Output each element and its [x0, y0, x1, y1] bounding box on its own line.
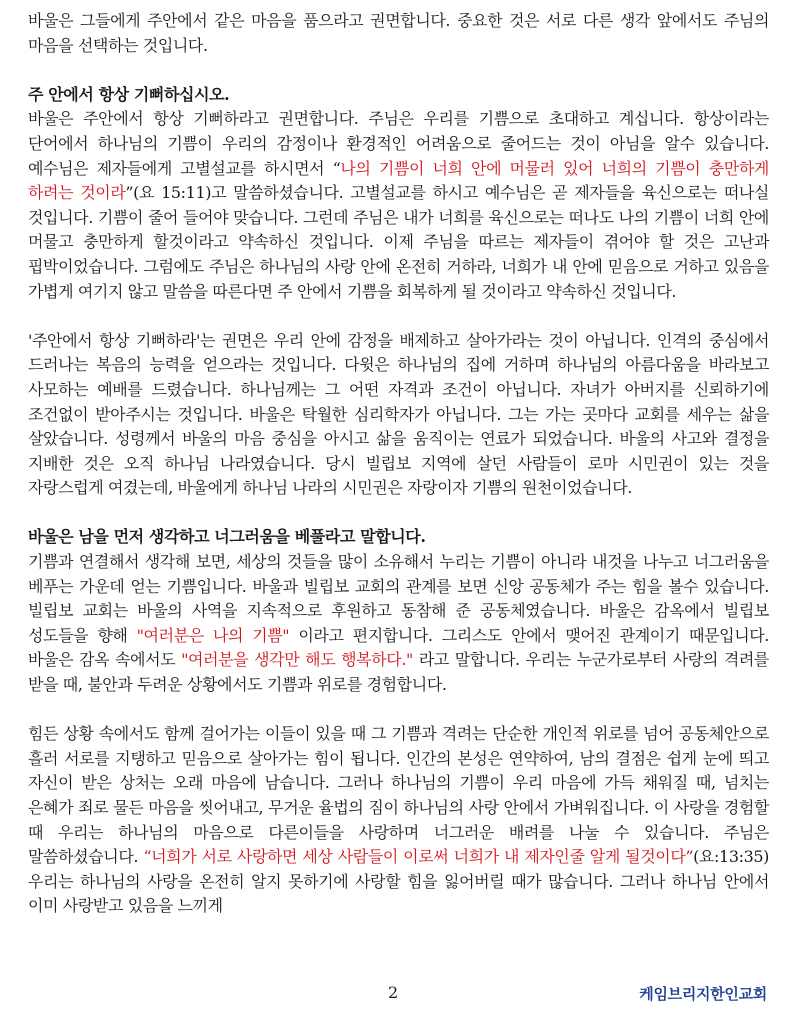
paragraph-text: 이라고 편지합니다. 그리스도 안에서 맺어진 관계이기 때문입니다. 바울은 감옥 속에서도: [28, 625, 769, 670]
scripture-quote: "여러분은 나의 기쁨": [136, 625, 290, 645]
church-name: 케임브리지한인교회: [639, 985, 767, 1003]
scripture-quote: 나의 기쁨이 너희 안에 머물러 있어 너희의 기쁨이 충만하게 하려는 것이라: [28, 158, 769, 203]
paragraph-rejoice-2: '주안에서 항상 기뻐하라'는 권면은 우리 안에 감정을 배제하고 살아가라는 것이 아닙니다. 인격의 중심에서 드러나는 복음의 능력을 얻으라는 것입니다. 다윗은 하나님의 집에 거하며 하나님의 아름다움을 바라보고 사모하는 예배를 드렸습니다. 하나님께는 그 어떤 자격과 조건이 아닙니다. 자녀가 아버지를 신뢰하기에 조건없이 받아주시는 것입니다. 바울은 탁월한 심리학자가 아닙니다. 그는 가는 곳마다 교회를 세우는 삶을 살았습니다. 성령께서 바울의 마음 중심을 아시고 삶을 움직이는 연료가 되었습니다. 바울의 사고와 결정을 지배한 것은 오직 하나님 나라였습니다. 당시 빌립보 지역에 살던 사람들이 로마 시민권이 있는 것을 자랑스럽게 여겼는데, 바울에게 하나님 나라의 시민권은 자랑이자 기쁨의 원천이었습니다.: [28, 330, 769, 498]
intro-paragraph: 바울은 그들에게 주안에서 같은 마음을 품으라고 권면합니다. 중요한 것은 서로 다른 생각 앞에서도 주님의 마음을 선택하는 것입니다.: [28, 11, 769, 55]
document-body: [28, 0, 769, 919]
paragraph-generosity-1: [28, 550, 769, 698]
paragraph-text: 힘든 상황 속에서도 함께 걸어가는 이들이 있을 때 그 기쁨과 격려는 단순한 개인적 위로를 넘어 공동체안으로 흘러 서로를 지탱하고 믿음으로 살아가는 힘이 됩니다. 인간의 본성은 연약하여, 남의 결점은 쉽게 눈에 띄고 자신이 받은 상처는 오래 마음에 남습니다. 그러나 하나님의 기쁨이 우리 마음에 가득 채워질 때, 넘치는 은혜가 죄로 물든 마음을 씻어내고, 무거운 율법의 짐이 하나님의 사랑 안에서 가벼워집니다. 이 사랑을 경험할 때 우리는 하나님의 마음으로 다른이들을 사랑하며 너그러운 배려를 나눌 수 있습니다. 주님은 말씀하셨습니다.: [28, 724, 769, 867]
paragraph-rejoice-1: [28, 107, 769, 304]
scripture-quote: “너희가 서로 사랑하면 세상 사람들이 이로써 너희가 내 제자인줄 알게 될것이다”: [143, 847, 694, 867]
paragraph-text: (요:13:35) 우리는 하나님의 사랑을 온전히 알지 못하기에 사랑할 힘을 잃어버릴 때가 많습니다. 그러나 하나님 안에서 이미 사랑받고 있음을 느끼게: [28, 847, 769, 916]
paragraph-text: 라고 말합니다. 우리는 누군가로부터 사랑의 격려를 받을 때, 불안과 두려운 상황에서도 기쁨과 위로를 경험합니다.: [28, 650, 769, 695]
paragraph-text: ”(요 15:11)고 말씀하셨습니다. 고별설교를 하시고 예수님은 곧 제자들을 육신으로는 떠나실 것입니다. 기쁨이 줄어 들어야 맞습니다. 그런데 주님은 내가 너희를 육신으로는 떠나도 나의 기쁨이 너희 안에 머물고 충만하게 할것이라고 약속하신 것입니다. 이제 주님을 따르는 제자들이 겪어야 할 것은 고난과 핍박이었습니다. 그럼에도 주님은 하나님의 사랑 안에 온전히 거하라, 너희가 내 안에 믿음으로 거하고 있음을 가볍게 여기지 않고 말씀을 따른다면 주 안에서 기쁨을 회복하게 될 것이라고 약속하신 것입니다.: [28, 183, 769, 301]
scripture-quote: "여러분을 생각만 해도 행복하다.": [181, 650, 413, 670]
paragraph-text: 기쁨과 연결해서 생각해 보면, 세상의 것들을 많이 소유해서 누리는 기쁨이 아니라 내것을 나누고 너그러움을 베푸는 가운데 얻는 기쁨입니다. 바울과 빌립보 교회의 관계를 보면 신앙 공동체가 주는 힘을 볼수 있습니다. 빌립보 교회는 바울의 사역을 지속적으로 후원하고 동참해 준 공동체였습니다. 바울은 감옥에서 빌립보 성도들을 향해: [28, 552, 769, 645]
paragraph-generosity-2: [28, 722, 769, 919]
section-heading-rejoice: 주 안에서 항상 기뻐하십시오.: [28, 84, 230, 104]
section-heading-generosity: 바울은 남을 먼저 생각하고 너그러움을 베풀라고 말합니다.: [28, 527, 426, 547]
paragraph-text: 바울은 주안에서 항상 기뻐하라고 권면합니다. 주님은 우리를 기쁨으로 초대하고 계십니다. 항상이라는 단어에서 하나님의 기쁨이 우리의 감정이나 환경적인 어려움으로 줄어드는 것이 아님을 알수 있습니다. 예수님은 제자들에게 고별설교를 하시면서 “: [28, 109, 769, 178]
page-number: 2: [388, 983, 399, 1002]
